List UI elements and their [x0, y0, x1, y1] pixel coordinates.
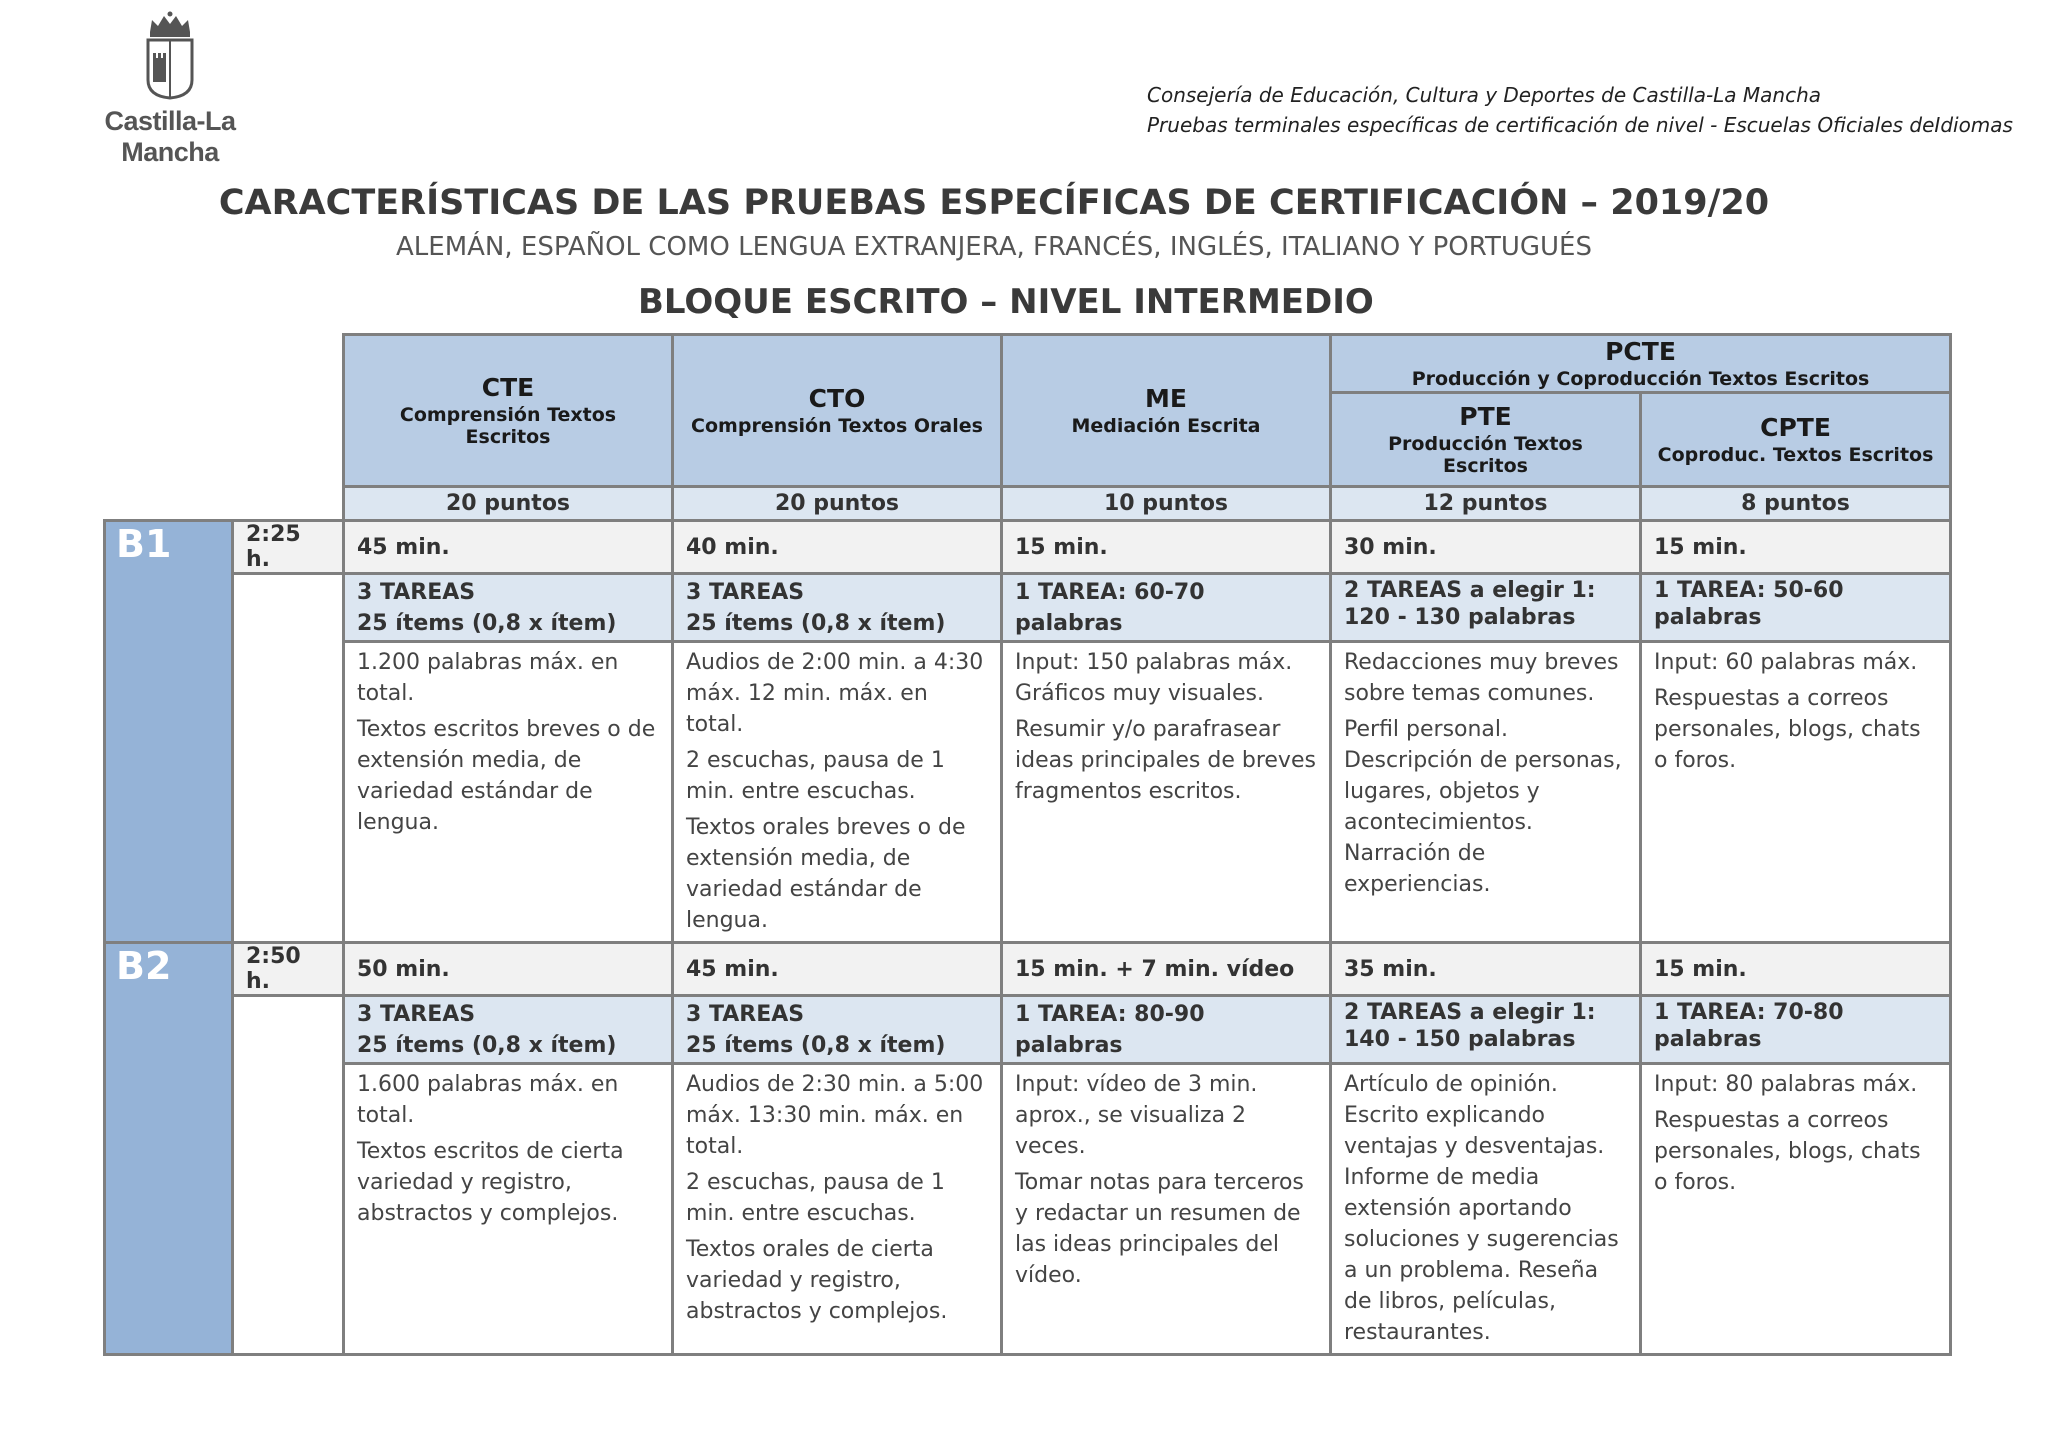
- b1-duration-cte: 45 min.: [344, 521, 673, 574]
- b2-tasks-pte-line1: 2 TAREAS a elegir 1:: [1344, 1000, 1596, 1025]
- b1-tasks-cpte-line1: 1 TAREA: 50-60: [1654, 578, 1844, 603]
- page-title: CARACTERÍSTICAS DE LAS PRUEBAS ESPECÍFICAS DE CERTIFICACIÓN – 2019/20: [218, 183, 1770, 223]
- b2-tasks-pte-line2: 140 - 150 palabras: [1344, 1027, 1576, 1052]
- points-cto: 20 puntos: [673, 487, 1002, 521]
- header-pte: [1331, 393, 1641, 487]
- b2-desc-cpte: [1641, 1064, 1951, 1355]
- b2-duration-cpte: 15 min.: [1641, 943, 1951, 996]
- b1-desc-cto-p3: Textos orales breves o de extensión media, de variedad estándar de lengua.: [686, 815, 966, 933]
- header-cpte-full: Coproduc. Textos Escritos: [1657, 444, 1934, 466]
- b2-desc-me: [1002, 1064, 1331, 1355]
- b1-tasks-cto-line2: 25 ítems (0,8 x ítem): [686, 611, 946, 636]
- b2-desc-me-p1: Input: vídeo de 3 min. aprox., se visualiza 2 veces.: [1015, 1072, 1258, 1159]
- b2-tasks-cte-line1: 3 TAREAS: [357, 1002, 476, 1027]
- b2-desc-me-p2: Tomar notas para terceros y redactar un resumen de las ideas principales del vídeo.: [1015, 1170, 1304, 1288]
- b1-duration-cto: 40 min.: [673, 521, 1002, 574]
- b2-duration-cte: 50 min.: [344, 943, 673, 996]
- b2-desc-cpte-p2: Respuestas a correos personales, blogs, chats o foros.: [1654, 1108, 1921, 1195]
- b1-duration-me: 15 min.: [1002, 521, 1331, 574]
- b1-desc-cpte-p1: Input: 60 palabras máx.: [1654, 650, 1918, 675]
- header-me: [1002, 335, 1331, 487]
- b2-duration-me: 15 min. + 7 min. vídeo: [1002, 943, 1331, 996]
- header-cto: [673, 335, 1002, 487]
- b2-duration-pte: 35 min.: [1331, 943, 1641, 996]
- b1-desc-cto-p2: 2 escuchas, pausa de 1 min. entre escuchas.: [686, 748, 945, 804]
- b2-tasks-me-line1: 1 TAREA: 80-90 palabras: [1015, 1002, 1205, 1058]
- header-cte-abbr: CTE: [481, 373, 535, 402]
- b2-tasks-cpte: [1641, 996, 1951, 1064]
- issuer-line-1: Consejería de Educación, Cultura y Deportes de Castilla-La Mancha: [1147, 83, 1822, 107]
- b1-desc-cte: [344, 642, 673, 943]
- b2-tasks-me: [1002, 996, 1331, 1064]
- header-cte-full: Comprensión Textos Escritos: [399, 404, 617, 448]
- castilla-la-mancha-logo: [70, 10, 270, 167]
- header-cpte: [1641, 393, 1951, 487]
- b1-tasks-pte-line2: 120 - 130 palabras: [1344, 605, 1576, 630]
- b1-tasks-cto: [673, 574, 1002, 642]
- b1-tasks-me-line1: 1 TAREA: 60-70 palabras: [1015, 580, 1205, 636]
- b2-desc-cto-p3: Textos orales de cierta variedad y registro, abstractos y complejos.: [686, 1237, 948, 1324]
- b2-tasks-pte: [1331, 996, 1641, 1064]
- points-pte: 12 puntos: [1331, 487, 1641, 521]
- points-cte: 20 puntos: [344, 487, 673, 521]
- b1-desc-me-p1: Input: 150 palabras máx. Gráficos muy visuales.: [1015, 650, 1293, 706]
- b1-tasks-pte: [1331, 574, 1641, 642]
- header-me-full: Mediación Escrita: [1071, 415, 1261, 437]
- b2-desc-cto: [673, 1064, 1002, 1355]
- b2-tasks-cto: [673, 996, 1002, 1064]
- b2-desc-cto-p1: Audios de 2:30 min. a 5:00 máx. 13:30 min. máx. en total.: [686, 1072, 984, 1159]
- header-pte-abbr: PTE: [1459, 402, 1512, 431]
- b2-tasks-cte: [344, 996, 673, 1064]
- b1-desc-pte: [1331, 642, 1641, 943]
- b1-desc-cte-p1: 1.200 palabras máx. en total.: [357, 650, 619, 706]
- b1-desc-me-p2: Resumir y/o parafrasear ideas principales de breves fragmentos escritos.: [1015, 717, 1316, 804]
- coat-of-arms-icon: [140, 10, 200, 100]
- page-subtitle: ALEMÁN, ESPAÑOL COMO LENGUA EXTRANJERA, FRANCÉS, INGLÉS, ITALIANO Y PORTUGUÉS: [396, 232, 1592, 262]
- header-pcte: [1331, 335, 1951, 393]
- header-me-abbr: ME: [1145, 384, 1187, 413]
- logo-text: Castilla-La Mancha: [104, 106, 236, 167]
- issuer-line-2: Pruebas terminales específicas de certificación de nivel - Escuelas Oficiales deIdiomas: [1147, 113, 2013, 137]
- b1-desc-cte-p2: Textos escritos breves o de extensión media, de variedad estándar de lengua.: [357, 717, 656, 835]
- b2-tasks-cpte-line1: 1 TAREA: 70-80: [1654, 1000, 1844, 1025]
- b2-desc-pte-p1: Artículo de opinión. Escrito explicando ventajas y desventajas. Informe de media extensión aportando soluciones y sugerencias a un problema. Reseña de libros, películas, restaurantes.: [1344, 1072, 1619, 1345]
- b1-tasks-cte: [344, 574, 673, 642]
- header-cto-abbr: CTO: [808, 384, 866, 413]
- b2-total-time: 2:50 h.: [233, 943, 344, 996]
- b2-desc-cte-p2: Textos escritos de cierta variedad y registro, abstractos y complejos.: [357, 1139, 624, 1226]
- block-title: BLOQUE ESCRITO – NIVEL INTERMEDIO: [638, 282, 1374, 322]
- b1-desc-pte-p2: Perfil personal. Descripción de personas, lugares, objetos y acontecimientos. Narración de experiencias.: [1344, 717, 1622, 897]
- b2-duration-cto: 45 min.: [673, 943, 1002, 996]
- b2-time-spacer: [233, 996, 344, 1355]
- b2-tasks-cpte-line2: palabras: [1654, 1027, 1762, 1052]
- b1-desc-cto: [673, 642, 1002, 943]
- b1-tasks-cto-line1: 3 TAREAS: [686, 580, 805, 605]
- points-me: 10 puntos: [1002, 487, 1331, 521]
- b1-time-spacer: [233, 574, 344, 943]
- b2-tasks-cte-line2: 25 ítems (0,8 x ítem): [357, 1033, 617, 1058]
- certification-table: [103, 333, 1952, 1356]
- b1-duration-cpte: 15 min.: [1641, 521, 1951, 574]
- b2-desc-cpte-p1: Input: 80 palabras máx.: [1654, 1072, 1918, 1097]
- b1-tasks-cte-line2: 25 ítems (0,8 x ítem): [357, 611, 617, 636]
- header-pte-full: Producción Textos Escritos: [1388, 433, 1583, 477]
- header-cto-full: Comprensión Textos Orales: [691, 415, 983, 437]
- b1-desc-cpte: [1641, 642, 1951, 943]
- b1-duration-pte: 30 min.: [1331, 521, 1641, 574]
- b2-desc-pte: [1331, 1064, 1641, 1355]
- b2-tasks-cto-line2: 25 ítems (0,8 x ítem): [686, 1033, 946, 1058]
- points-cpte: 8 puntos: [1641, 487, 1951, 521]
- b1-desc-cto-p1: Audios de 2:00 min. a 4:30 máx. 12 min. máx. en total.: [686, 650, 984, 737]
- b1-desc-cpte-p2: Respuestas a correos personales, blogs, chats o foros.: [1654, 686, 1921, 773]
- b2-desc-cto-p2: 2 escuchas, pausa de 1 min. entre escuchas.: [686, 1170, 945, 1226]
- header-cte: [344, 335, 673, 487]
- b1-tasks-cpte-line2: palabras: [1654, 605, 1762, 630]
- header-pcte-abbr: PCTE: [1605, 337, 1676, 366]
- b1-tasks-pte-line1: 2 TAREAS a elegir 1:: [1344, 578, 1596, 603]
- level-b1: B1: [105, 521, 233, 943]
- issuer-text: [1147, 80, 2013, 140]
- level-b2: B2: [105, 943, 233, 1355]
- b1-tasks-cpte: [1641, 574, 1951, 642]
- b1-total-time: 2:25 h.: [233, 521, 344, 574]
- b2-desc-cte-p1: 1.600 palabras máx. en total.: [357, 1072, 619, 1128]
- header-cpte-abbr: CPTE: [1760, 413, 1831, 442]
- b1-tasks-cte-line1: 3 TAREAS: [357, 580, 476, 605]
- header-pcte-full: Producción y Coproducción Textos Escritos: [1411, 368, 1870, 390]
- b1-tasks-me: [1002, 574, 1331, 642]
- b1-desc-pte-p1: Redacciones muy breves sobre temas comunes.: [1344, 650, 1619, 706]
- b1-desc-me: [1002, 642, 1331, 943]
- b2-desc-cte: [344, 1064, 673, 1355]
- b2-tasks-cto-line1: 3 TAREAS: [686, 1002, 805, 1027]
